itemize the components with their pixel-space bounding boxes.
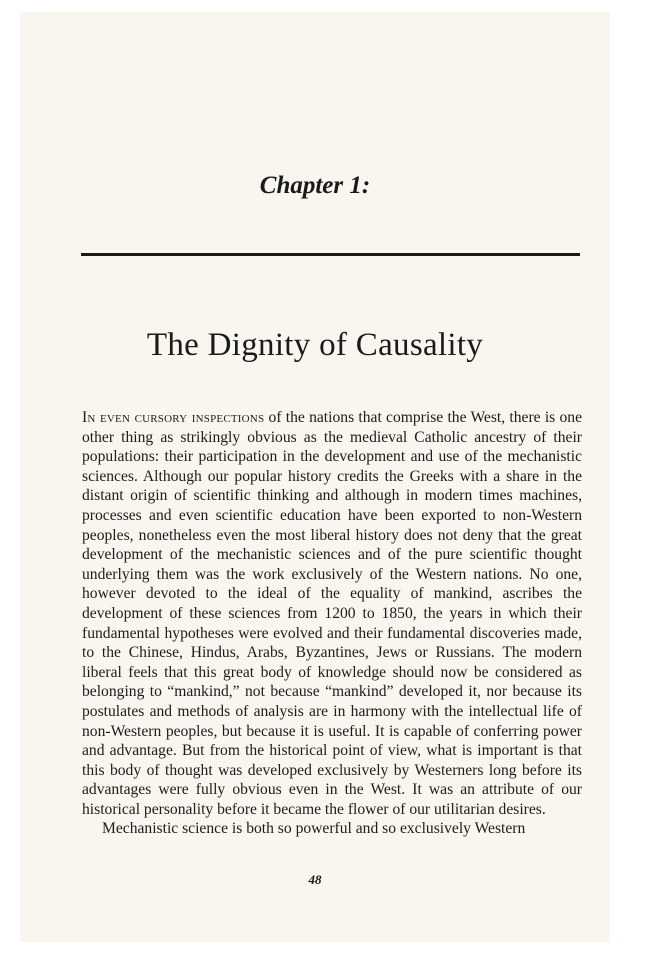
chapter-divider [81,253,580,256]
page-number: 48 [308,872,322,887]
paragraph-1-text: of the nations that comprise the West, there is one other thing as strikingly obvious as the medieval Catholic ancestry of their populations: their participation in the development and use of the mechanistic sciences. Although our popular history credits the Greeks with a share in the distant origin of scientific thinking and although in modern times machines, processes and even scientific education have been exported to non-Western peoples, nonetheless even the most liberal history does not deny that the great development of the mechanistic sciences and of the pure scientific thought underlying them was the work exclusively of the Western nations. No one, however devoted to the ideal of the equality of mankind, ascribes the development of these sciences from 1200 to 1850, the years in which their fundamental hypotheses were evolved and their fundamental discoveries made, to the Chinese, Hindus, Arabs, Byzantines, Jews or Russians. The modern liberal feels that this great body of knowledge should now be considered as belonging to “mankind,” not because “mankind” developed it, nor because its postulates and methods of analysis are in harmony with the intellectual life of non-Western peoples, but because it is useful. It is capable of conferring power and advantage. But from the historical point of view, what is important is that this body of thought was developed exclusively by Westerners long before its advantages were fully obvious even in the West. It was an attribute of our historical personality before it became the flower of our utilitarian desires. [82,409,583,818]
paragraph-1 [82,408,582,819]
chapter-number: Chapter 1: [259,172,371,199]
chapter-title: The Dignity of Causality [146,327,484,363]
book-page [20,12,610,942]
body-text [82,408,582,839]
paragraph-2: Mechanistic science is both so powerful and so exclusively Western [102,820,526,838]
lead-in-small-caps: In even cursory inspections [82,409,265,426]
